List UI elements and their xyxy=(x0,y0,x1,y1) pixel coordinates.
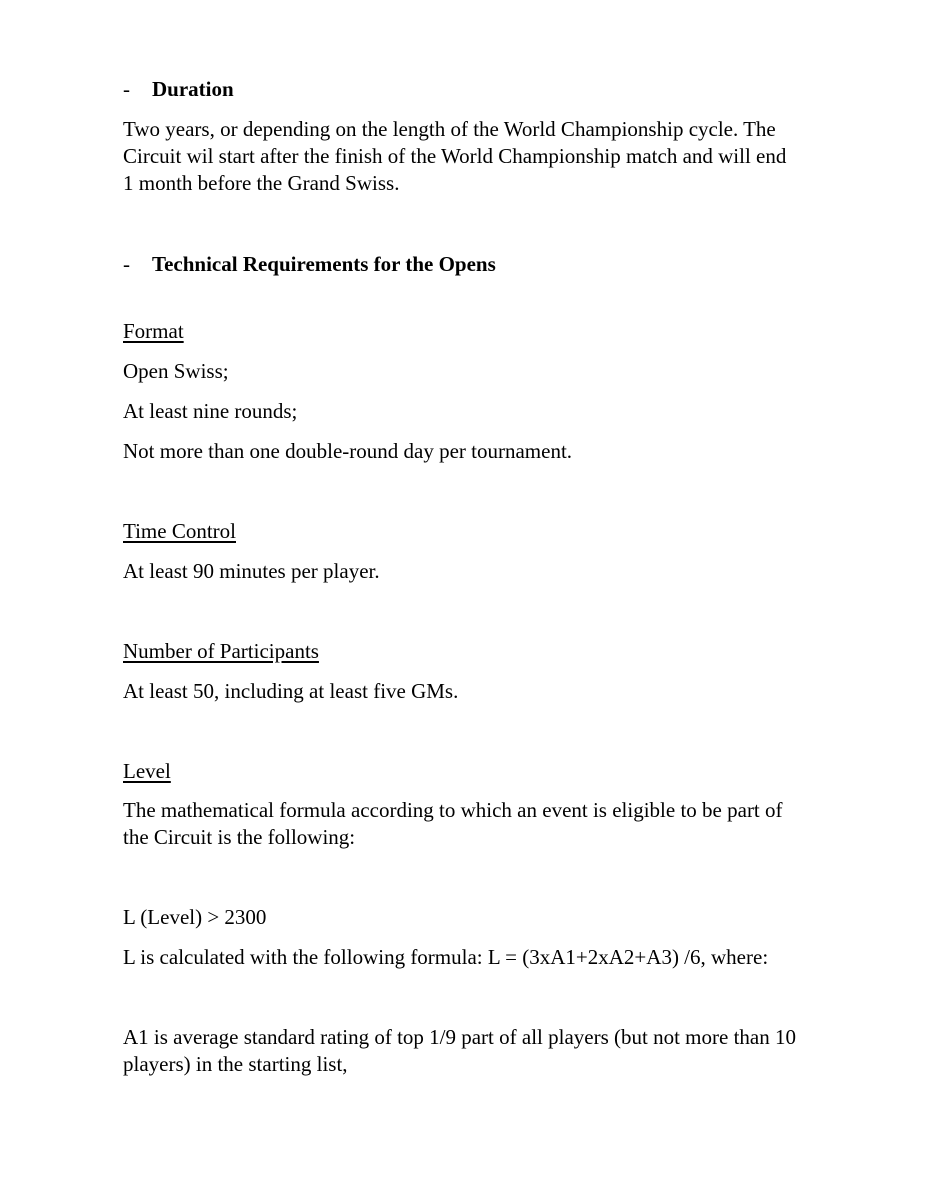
duration-line-2: Circuit wil start after the finish of the World Championship match and will end xyxy=(123,144,787,168)
participants-title: Number of Participants xyxy=(123,639,319,663)
level-condition: L (Level) > 2300 xyxy=(123,905,267,929)
time-control-title: Time Control xyxy=(123,519,236,543)
a1-line-1: A1 is average standard rating of top 1/9 part of all players (but not more than 10 xyxy=(123,1025,796,1049)
duration-title: Duration xyxy=(152,77,234,101)
format-item-1: Open Swiss; xyxy=(123,359,229,383)
level-paragraph xyxy=(123,797,838,851)
time-control-text: At least 90 minutes per player. xyxy=(123,559,380,583)
format-item-3: Not more than one double-round day per tournament. xyxy=(123,439,573,463)
duration-dash: - xyxy=(123,77,130,101)
format-item-2: At least nine rounds; xyxy=(123,399,298,423)
participants-subheading xyxy=(123,638,838,665)
level-subheading xyxy=(123,758,838,785)
duration-heading xyxy=(123,76,234,103)
technical-title: Technical Requirements for the Opens xyxy=(152,252,496,276)
duration-line-3: 1 month before the Grand Swiss. xyxy=(123,171,400,195)
time-control-subheading xyxy=(123,518,838,545)
technical-dash: - xyxy=(123,252,130,276)
level-title: Level xyxy=(123,759,171,783)
format-title: Format xyxy=(123,319,184,343)
a1-definition xyxy=(123,1024,838,1078)
format-subheading xyxy=(123,318,838,345)
participants-text: At least 50, including at least five GMs. xyxy=(123,679,459,703)
a1-line-2: players) in the starting list, xyxy=(123,1052,348,1076)
level-line-1: The mathematical formula according to which an event is eligible to be part of xyxy=(123,798,783,822)
level-formula: L is calculated with the following formula: L = (3xA1+2xA2+A3) /6, where: xyxy=(123,945,769,969)
level-line-2: the Circuit is the following: xyxy=(123,825,356,849)
duration-paragraph xyxy=(123,116,838,197)
technical-heading xyxy=(123,251,496,278)
duration-line-1: Two years, or depending on the length of the World Championship cycle. The xyxy=(123,117,776,141)
